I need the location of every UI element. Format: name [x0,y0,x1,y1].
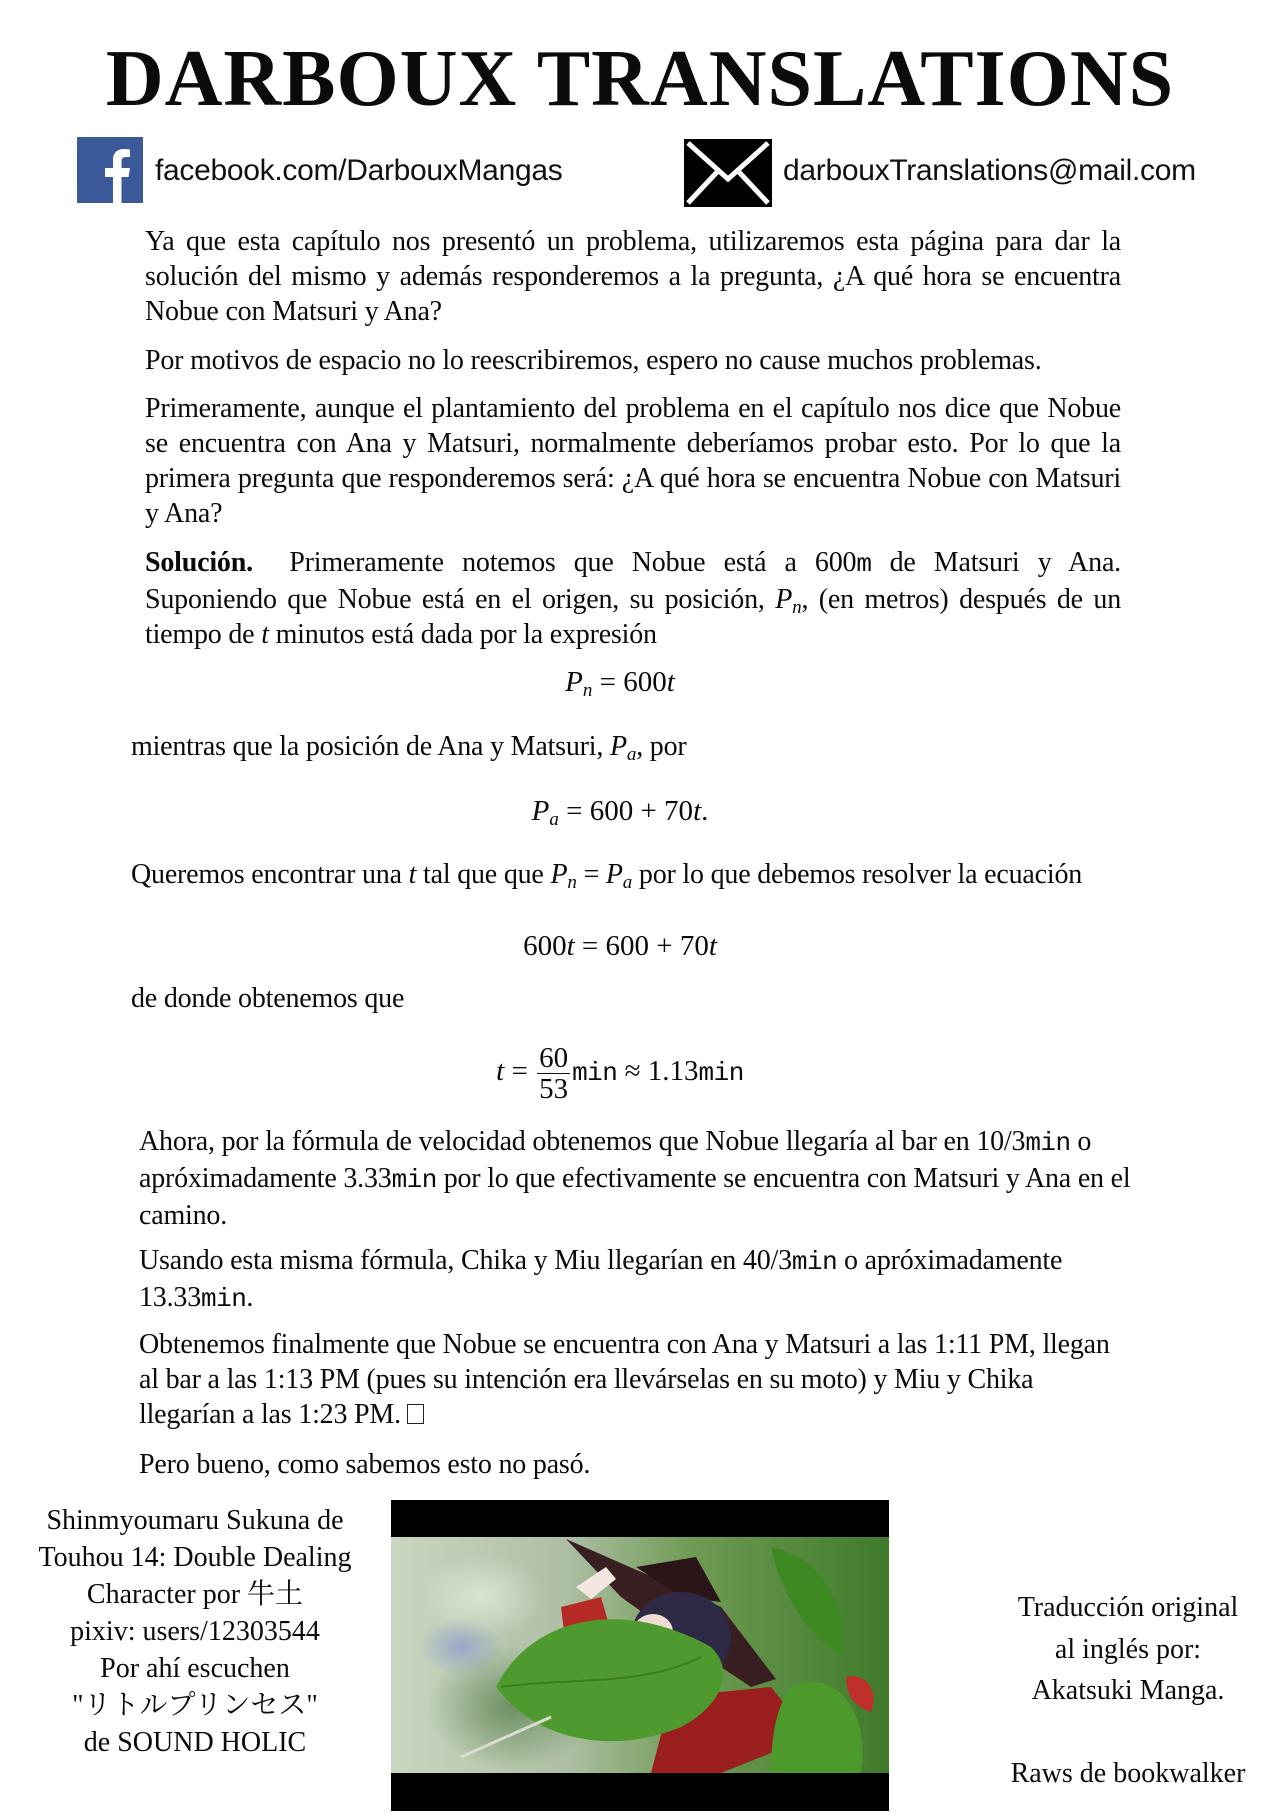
conclusion-paragraph: Obtenemos finalmente que Nobue se encuentra con Ana y Matsuri a las 1:11 PM, llegan al bar a las 1:13 PM (pues su intención era llevárselas en su moto) y Miu y Chika llegarían a las 1:23 PM. [139,1329,1110,1430]
page-title: DARBOUX TRANSLATIONS [105,35,1175,123]
mientras-paragraph: mientras que la posición de Ana y Matsuri, $P_a$, por [131,731,687,765]
credit-line: al inglés por: [1054,1633,1202,1665]
solution-label: Solución. [145,547,253,578]
email-address[interactable]: darbouxTranslations@mail.com [783,154,1196,187]
character-credits [0,1502,390,1761]
credit-line: Raws de bookwalker [1010,1757,1246,1789]
equation-time-result: t = $\frac{60}{53}$ min ≈ 1.13min [496,1042,744,1105]
credit-line: de SOUND HOLIC [83,1727,307,1758]
usando-paragraph: Usando esta misma fórmula, Chika y Miu llegarían en 40/3min o apróximadamente 13.33min. [139,1245,1063,1314]
space-note-paragraph: Por motivos de espacio no lo reescribiremos, espero no cause muchos problemas. [145,345,1042,376]
credit-line: Touhou 14: Double Dealing [38,1542,352,1573]
facebook-icon [77,137,143,203]
credit-line: pixiv: users/12303544 [70,1616,320,1647]
fraction: $\frac{60}{53}$ [539,1042,569,1105]
credit-line: Shinmyoumaru Sukuna de [46,1505,344,1536]
question-paragraph: Primeramente, aunque el plantamiento del problema en el capítulo nos dice que Nobue se encuentra con Ana y Matsuri, normalmente deberíamos probar esto. Por lo que la primera pregunta que responderemos será: ¿A qué hora se encuentra Nobue con Matsuri y Ana? [145,393,1121,529]
credit-line: Character por 牛土 [86,1579,304,1610]
closing-paragraph: Pero bueno, como sabemos esto no pasó. [139,1449,591,1480]
equation-ana-position: $P_a = 600 + 70t$. [531,795,709,830]
intro-paragraph: Ya que esta capítulo nos presentó un problema, utilizaremos esta página para dar la solución del mismo y además responderemos a la pregunta, ¿A qué hora se encuentra Nobue con Matsuri y Ana? [145,226,1121,327]
credit-spacer [988,1712,1268,1753]
ahora-paragraph: Ahora, por la fórmula de velocidad obtenemos que Nobue llegaría al bar en 10/3min o apróximadamente 3.33min por lo que efectivamente se encuentra con Matsuri y Ana en el camino. [139,1126,1131,1231]
translation-credits [988,1587,1268,1794]
solution-paragraph: Solución. Primeramente notemos que Nobue está a 600m de Matsuri y Ana. Suponiendo que Nobue está en el origen, su posición, $P_n$, (en metros) después de un tiempo de t minutos está dada por la expresión [145,547,1121,650]
credit-line: Akatsuki Manga. [1031,1675,1225,1706]
envelope-icon [684,139,772,207]
facebook-link[interactable]: facebook.com/DarbouxMangas [155,154,563,187]
character-artwork [391,1500,889,1811]
artwork-scene [391,1537,889,1773]
credit-line: Por ahí escuchen [100,1653,290,1684]
queremos-paragraph: Queremos encontrar una t tal que que $P_n = P_a$ por lo que debemos resolver la ecuación [131,859,1083,893]
credit-line: Traducción original [1017,1592,1239,1623]
equation-nobue-position: $P_n = 600t$ [565,666,675,701]
qed-square-icon [407,1404,424,1424]
credit-line: "リトルプリンセス" [72,1690,318,1721]
equation-equality: 600t = 600 + 70t [523,930,717,962]
donde-paragraph: de donde obtenemos que [131,983,405,1014]
